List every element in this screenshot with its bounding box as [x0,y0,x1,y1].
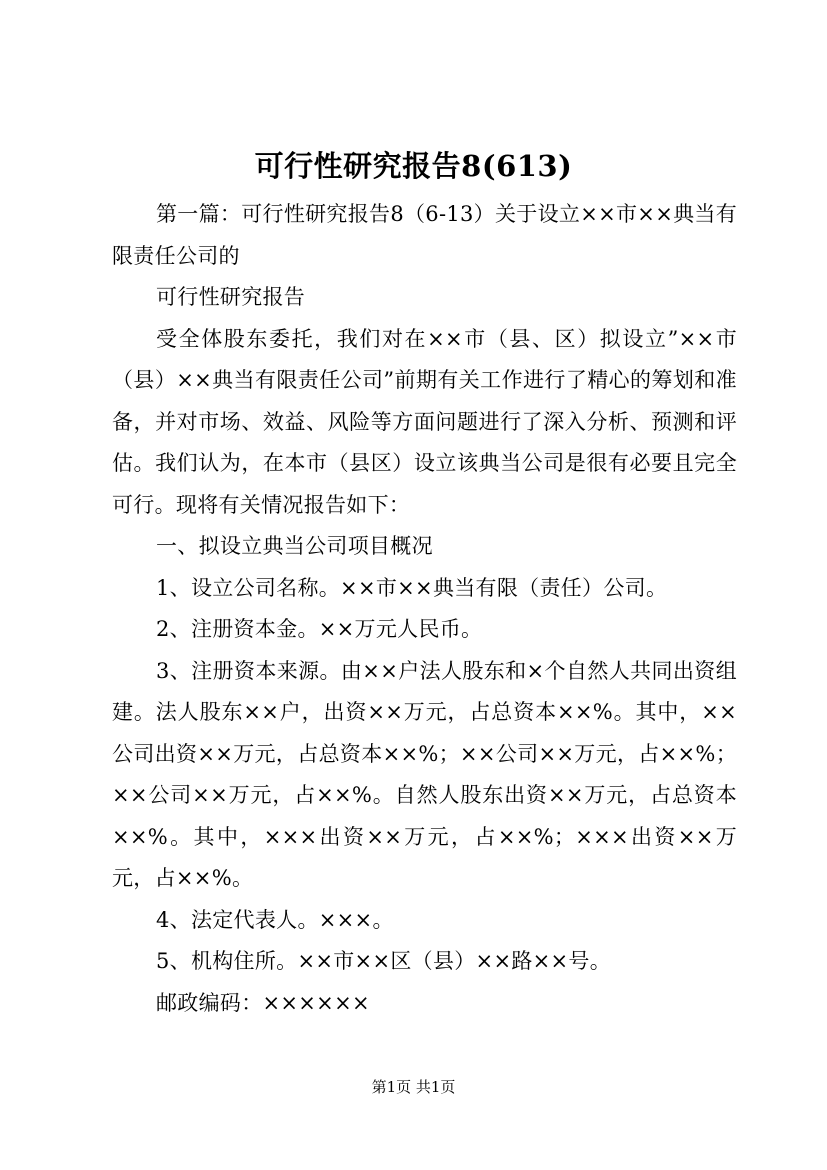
paragraph-10: 邮政编码：×××××× [156,990,370,1015]
paragraph-5: 1、设立公司名称。××市××典当有限（责任）公司。 [156,575,668,600]
paragraph-3: 受全体股东委托，我们对在××市（县、区）拟设立”××市（县）××典当有限责任公司”前期有关工作进行了精心的筹划和准备，并对市场、效益、风险等方面问题进行了深入分析、预测和评估。我们认为，在本市（县区）设立该典当公司是很有必要且完全可行。现将有关情况报告如下： [112,326,737,517]
page-footer: 第1页 共1页 [371,1078,456,1096]
paragraph-8: 4、法定代表人。×××。 [156,907,394,932]
paragraph-9: 5、机构住所。××市××区（县）××路××号。 [156,949,612,973]
paragraph-4: 一、拟设立典当公司项目概况 [156,534,433,558]
document-body [112,194,737,1024]
paragraph-2: 可行性研究报告 [156,285,306,309]
document-title: 可行性研究报告8(613) [254,149,573,183]
paragraph-1: 第一篇：可行性研究报告8（6-13）关于设立××市××典当有限责任公司的 [112,202,737,268]
paragraph-6: 2、注册资本金。××万元人民币。 [156,617,483,641]
paragraph-7: 3、注册资本来源。由××户法人股东和×个自然人共同出资组建。法人股东××户，出资××万元，占总资本××%。其中，××公司出资××万元，占总资本××%；××公司××万元，占××%；××公司××万元，占××%。自然人股东出资××万元，占总资本××%。其中，×××出资××万元，占××%；×××出资××万元，占××%。 [112,658,737,890]
